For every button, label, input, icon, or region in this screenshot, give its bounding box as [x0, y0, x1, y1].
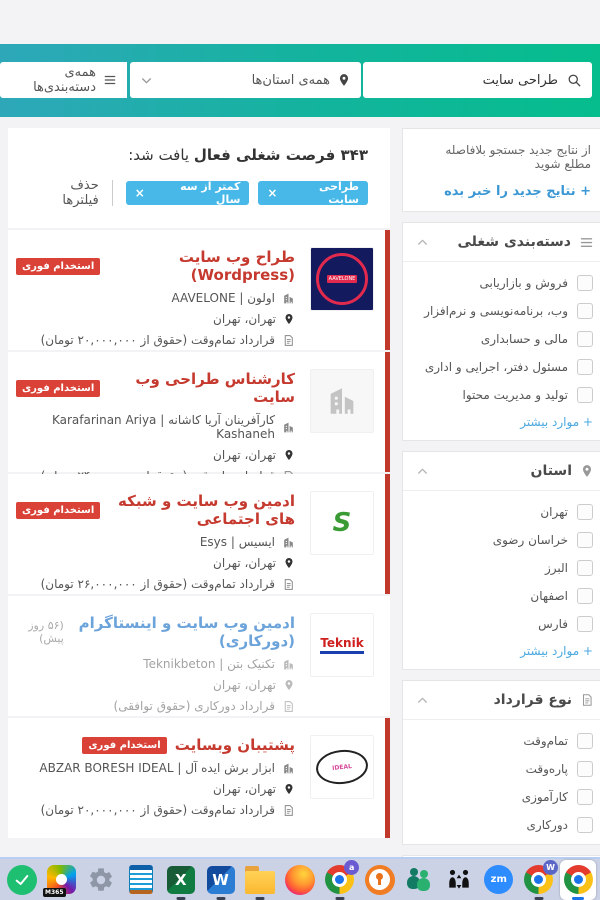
urgent-indicator-bar [385, 352, 390, 472]
filter-option[interactable] [417, 817, 593, 833]
filter-option[interactable] [417, 331, 593, 347]
job-location: تهران، تهران [213, 782, 276, 796]
job-card[interactable] [8, 596, 390, 716]
location-pin-icon [283, 679, 295, 691]
filter-section-contract [402, 680, 600, 845]
category-dropdown[interactable] [0, 62, 127, 98]
results-header-card [8, 128, 390, 228]
chevron-up-icon [416, 694, 429, 707]
filter-option-label: تهران [540, 505, 568, 519]
job-title[interactable]: ادمین وب سایت و اینستاگرام (دورکاری) [78, 614, 295, 650]
urgent-indicator-bar [385, 474, 390, 594]
filter-option-label: دورکاری [526, 818, 568, 832]
checkbox[interactable] [577, 733, 593, 749]
filter-section-title: دسته‌بندی شغلی [457, 234, 571, 250]
checkbox[interactable] [577, 761, 593, 777]
running-indicator [534, 897, 543, 900]
filter-option-label: مالی و حسابداری [480, 332, 568, 346]
search-input[interactable] [373, 72, 560, 89]
filter-option[interactable] [417, 588, 593, 604]
filter-section-title: نوع قرارداد [493, 692, 572, 708]
running-indicator [176, 897, 185, 900]
job-location: تهران، تهران [213, 678, 276, 692]
taskbar-icon-word[interactable] [203, 860, 239, 900]
divider [112, 180, 113, 206]
more-items-link[interactable]: + موارد بیشتر [520, 415, 593, 429]
taskbar-icon-chrome-profile-a[interactable] [322, 860, 358, 900]
checkbox[interactable] [577, 275, 593, 291]
checkbox[interactable] [577, 387, 593, 403]
checkbox[interactable] [577, 616, 593, 632]
location-pin-icon [283, 313, 295, 325]
filter-option-label: پاره‌وقت [525, 762, 568, 776]
more-items-link[interactable]: + موارد بیشتر [520, 644, 593, 658]
results-count-rest: یافت شد: [128, 146, 194, 164]
company-name: تکنیک بتن | Teknikbeton [143, 657, 275, 671]
profile-badge: a [344, 860, 359, 875]
filter-chip-query[interactable] [258, 181, 368, 205]
urgent-badge: استخدام فوری [16, 258, 100, 275]
contract-icon [282, 804, 295, 817]
notify-box [402, 128, 600, 212]
filter-option-label: تمام‌وقت [523, 734, 568, 748]
taskbar-icon-settings-gear[interactable] [83, 860, 119, 900]
company-icon [282, 762, 295, 775]
job-title[interactable]: ادمین وب سایت و شبکه های اجتماعی [118, 492, 295, 528]
search-band [0, 44, 600, 117]
taskbar-icon-openvpn[interactable] [362, 860, 398, 900]
filter-option[interactable] [417, 359, 593, 375]
filter-section-province [402, 451, 600, 670]
filter-option[interactable] [417, 761, 593, 777]
taskbar-icon-microsoft-365[interactable] [44, 860, 80, 900]
chrome-icon [325, 865, 354, 894]
job-card[interactable] [8, 718, 390, 838]
results-count-bold: ۳۴۳ فرصت شغلی فعال [193, 146, 368, 164]
filter-option[interactable] [417, 733, 593, 749]
filter-option[interactable] [417, 275, 593, 291]
filter-option-label: فارس [538, 617, 568, 631]
filter-option-label: مسئول دفتر، اجرایی و اداری [424, 360, 568, 374]
clear-filters-link[interactable]: حذف فیلترها [62, 178, 99, 208]
taskbar [0, 857, 600, 900]
urgent-badge: استخدام فوری [82, 737, 166, 754]
category-dropdown-label: همه‌ی دسته‌بندی‌ها [33, 65, 96, 95]
job-card[interactable] [8, 230, 390, 350]
taskbar-icon-remote-switch[interactable] [441, 860, 477, 900]
urgent-badge: استخدام فوری [16, 380, 100, 397]
contract-icon [282, 334, 295, 347]
filter-option[interactable] [417, 616, 593, 632]
filter-chip-experience[interactable] [126, 181, 250, 205]
province-dropdown[interactable] [130, 62, 361, 98]
menu-icon [103, 73, 117, 87]
filter-section-category [402, 222, 600, 441]
taskbar-icon-firefox[interactable] [282, 860, 318, 900]
taskbar-icon-chrome-profile-w[interactable] [521, 860, 557, 900]
company-icon [282, 292, 295, 305]
job-title[interactable]: کارشناس طراحی وب سایت [135, 370, 295, 406]
taskbar-icon-excel[interactable] [163, 860, 199, 900]
checkbox[interactable] [577, 789, 593, 805]
contract-icon [282, 700, 295, 713]
checkbox[interactable] [577, 560, 593, 576]
company-name: ایسیس | Esys [199, 535, 275, 549]
filter-option[interactable] [417, 504, 593, 520]
company-logo [310, 491, 374, 555]
filter-option[interactable] [417, 532, 593, 548]
active-indicator [572, 897, 584, 900]
filter-option-label: فروش و بازاریابی [479, 276, 568, 290]
checkbox[interactable] [577, 504, 593, 520]
filters-sidebar [402, 128, 600, 857]
contract-icon [580, 693, 594, 707]
company-icon [282, 536, 295, 549]
location-pin-icon [337, 73, 351, 87]
folder-icon [245, 871, 275, 894]
filter-option[interactable] [417, 303, 593, 319]
logo-text: S [332, 508, 352, 538]
contract-icon [282, 578, 295, 591]
running-indicator [256, 897, 265, 900]
filter-option[interactable] [417, 387, 593, 403]
notepad-icon [129, 865, 153, 894]
excel-icon: X [167, 866, 195, 894]
taskbar-icon-verified-check[interactable] [4, 860, 40, 900]
taskbar-icon-zoom[interactable] [481, 860, 517, 900]
active-filters-row [30, 178, 368, 208]
filter-chip-label: کمتر از سه سال [180, 180, 241, 206]
remote-users-icon [446, 867, 472, 893]
running-indicator [216, 897, 225, 900]
company-icon [282, 658, 295, 671]
filter-option[interactable] [417, 789, 593, 805]
job-title[interactable]: پشتیبان وبسایت [174, 736, 295, 754]
taskbar-icon-file-explorer[interactable] [242, 860, 278, 900]
job-contract: قرارداد دورکاری (حقوق توافقی) [113, 699, 275, 713]
job-listings-column [8, 128, 390, 855]
filter-chip-label: طراحی سایت [318, 180, 359, 206]
urgent-indicator-bar [385, 230, 390, 350]
notify-text: از نتایج جدید جستجو بلافاصله مطلع شوید [445, 143, 591, 171]
job-location: تهران، تهران [213, 556, 276, 570]
taskbar-icon-contacts[interactable] [401, 860, 437, 900]
checkbox[interactable] [577, 588, 593, 604]
checkbox[interactable] [577, 359, 593, 375]
filter-option-label: کارآموزی [521, 790, 568, 804]
running-indicator [335, 897, 344, 900]
filter-section-header[interactable] [403, 452, 600, 491]
company-logo [310, 247, 374, 311]
location-pin-icon [283, 557, 295, 569]
openvpn-icon [365, 865, 395, 895]
company-name: ابزار برش ایده آل | ABZAR BORESH IDEAL [39, 761, 275, 775]
chevron-up-icon [416, 236, 429, 249]
filter-section-title: استان [530, 463, 572, 479]
building-placeholder-icon [325, 384, 359, 418]
checkbox[interactable] [577, 532, 593, 548]
company-name: اولون | AAVELONE [171, 291, 275, 305]
firefox-icon [285, 865, 315, 895]
logo-text: AAVELONE [328, 276, 356, 282]
chevron-down-icon [140, 74, 153, 87]
taskbar-icon-notepad[interactable] [123, 860, 159, 900]
gear-icon [87, 866, 115, 894]
zoom-icon: zm [484, 865, 513, 894]
people-icon [404, 865, 434, 895]
check-icon [14, 872, 30, 888]
province-dropdown-label: همه‌ی استان‌ها [251, 72, 330, 88]
logo-text: Teknik [320, 636, 363, 654]
filter-option-label: اصفهان [530, 589, 568, 603]
logo-text: IDEAL [331, 762, 353, 772]
job-title[interactable]: طراح وب سایت (Wordpress) [178, 248, 295, 284]
location-pin-icon [580, 464, 594, 478]
job-card[interactable] [8, 474, 390, 594]
urgent-badge: استخدام فوری [16, 502, 100, 519]
checkbox[interactable] [577, 303, 593, 319]
job-contract: قرارداد تمام‌وقت (حقوق از ۲۰,۰۰۰,۰۰۰ تومان) [40, 333, 275, 347]
job-location: تهران، تهران [213, 312, 276, 326]
filter-section-header[interactable] [403, 681, 600, 720]
job-location: تهران، تهران [213, 448, 276, 462]
remove-chip-icon[interactable]: × [134, 186, 145, 200]
location-pin-icon [283, 449, 295, 461]
company-logo [310, 735, 374, 799]
results-count [30, 146, 368, 164]
company-icon [282, 421, 295, 434]
taskbar-icon-chrome-active[interactable] [560, 860, 596, 900]
word-icon: W [207, 866, 235, 894]
notify-subscribe-link[interactable]: + نتایج جدید را خبر بده [444, 184, 591, 199]
profile-badge: W [543, 860, 558, 875]
chrome-icon [524, 865, 553, 894]
location-pin-icon [283, 783, 295, 795]
search-box[interactable] [363, 62, 592, 98]
job-age: (۵۶ روز پیش) [28, 619, 64, 645]
company-name: کارآفرینان آریا کاشانه | Karafarinan Ariya Kashaneh [51, 413, 275, 441]
company-logo [310, 369, 374, 433]
m365-label: M365 [45, 889, 64, 896]
company-logo [310, 613, 374, 677]
menu-icon [579, 235, 594, 250]
filter-option-label: خراسان رضوی [492, 533, 568, 547]
filter-option-label: تولید و مدیریت محتوا [462, 388, 568, 402]
filter-option-label: البرز [544, 561, 568, 575]
checkbox[interactable] [577, 331, 593, 347]
filter-option-label: وب، برنامه‌نویسی و نرم‌افزار [424, 304, 568, 318]
filter-section-header[interactable] [403, 223, 600, 262]
remove-chip-icon[interactable]: × [267, 186, 278, 200]
filter-option[interactable] [417, 560, 593, 576]
job-contract: قرارداد تمام‌وقت (حقوق از ۲۶,۰۰۰,۰۰۰ تومان) [40, 577, 275, 591]
chrome-icon [564, 865, 593, 894]
job-card[interactable] [8, 352, 390, 472]
chevron-up-icon [416, 465, 429, 478]
job-contract: قرارداد تمام‌وقت (حقوق از ۲۰,۰۰۰,۰۰۰ تومان) [40, 803, 275, 817]
checkbox[interactable] [577, 817, 593, 833]
urgent-indicator-bar [385, 718, 390, 838]
